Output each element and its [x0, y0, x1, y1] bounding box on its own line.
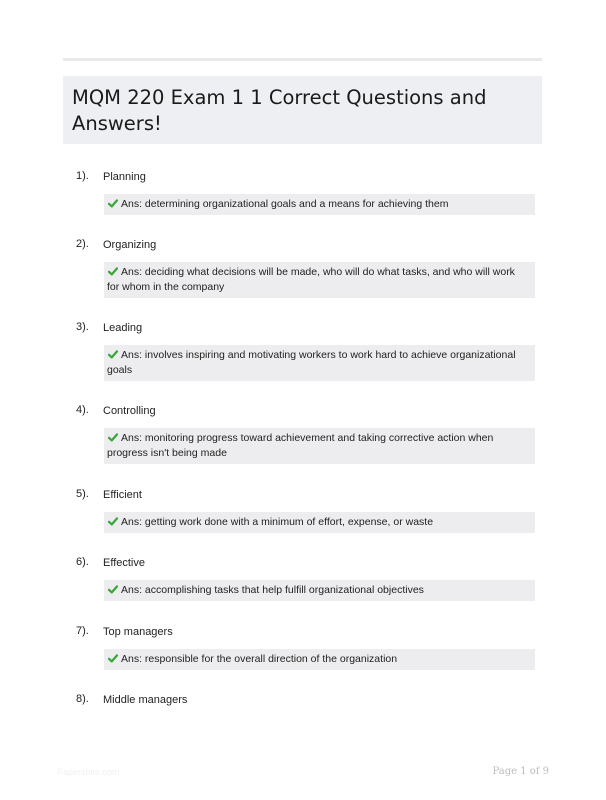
question-number: 8). — [76, 693, 89, 705]
answer-text: Ans: monitoring progress toward achievement and taking corrective action when progress isn't being made — [107, 432, 494, 459]
question-text: Controlling — [103, 405, 156, 417]
question-number: 7). — [76, 625, 89, 637]
answer-text: Ans: getting work done with a minimum of effort, expense, or waste — [121, 516, 434, 528]
question-number: 6). — [76, 556, 89, 568]
checkmark-icon — [108, 585, 118, 594]
checkmark-icon — [108, 350, 118, 359]
footer-watermark: Papersbite.com — [57, 767, 120, 777]
answer-text: Ans: deciding what decisions will be made, who will do what tasks, and who will work for whom in the company — [107, 266, 515, 293]
page-title: MQM 220 Exam 1 1 Correct Questions and Answers! — [72, 86, 487, 135]
answer-box — [104, 580, 535, 601]
question-number: 3). — [76, 321, 89, 333]
answer-text: Ans: involves inspiring and motivating workers to work hard to achieve organizational goals — [107, 349, 516, 376]
answer-box — [104, 345, 535, 381]
answer-box — [104, 512, 535, 533]
answer-text: Ans: accomplishing tasks that help fulfill organizational objectives — [121, 584, 424, 596]
question-number: 4). — [76, 404, 89, 416]
question-number: 2). — [76, 238, 89, 250]
answer-text: Ans: determining organizational goals and a means for achieving them — [121, 198, 449, 210]
question-text: Effective — [103, 557, 145, 569]
answer-box — [104, 428, 535, 464]
checkmark-icon — [108, 517, 118, 526]
question-text: Organizing — [103, 239, 157, 251]
answer-text: Ans: responsible for the overall direction of the organization — [121, 653, 398, 665]
question-text: Leading — [103, 322, 143, 334]
page-number: Page 1 of 9 — [492, 766, 549, 777]
checkmark-icon — [108, 199, 118, 208]
answer-box — [104, 649, 535, 670]
question-text: Efficient — [103, 489, 142, 501]
top-rule — [63, 58, 542, 61]
question-text: Planning — [103, 171, 146, 183]
title-box — [63, 76, 542, 144]
answer-box — [104, 194, 535, 215]
checkmark-icon — [108, 654, 118, 663]
question-text: Middle managers — [103, 694, 188, 706]
question-number: 1). — [76, 170, 89, 182]
question-number: 5). — [76, 488, 89, 500]
checkmark-icon — [108, 267, 118, 276]
question-text: Top managers — [103, 626, 173, 638]
checkmark-icon — [108, 433, 118, 442]
answer-box — [104, 262, 535, 298]
